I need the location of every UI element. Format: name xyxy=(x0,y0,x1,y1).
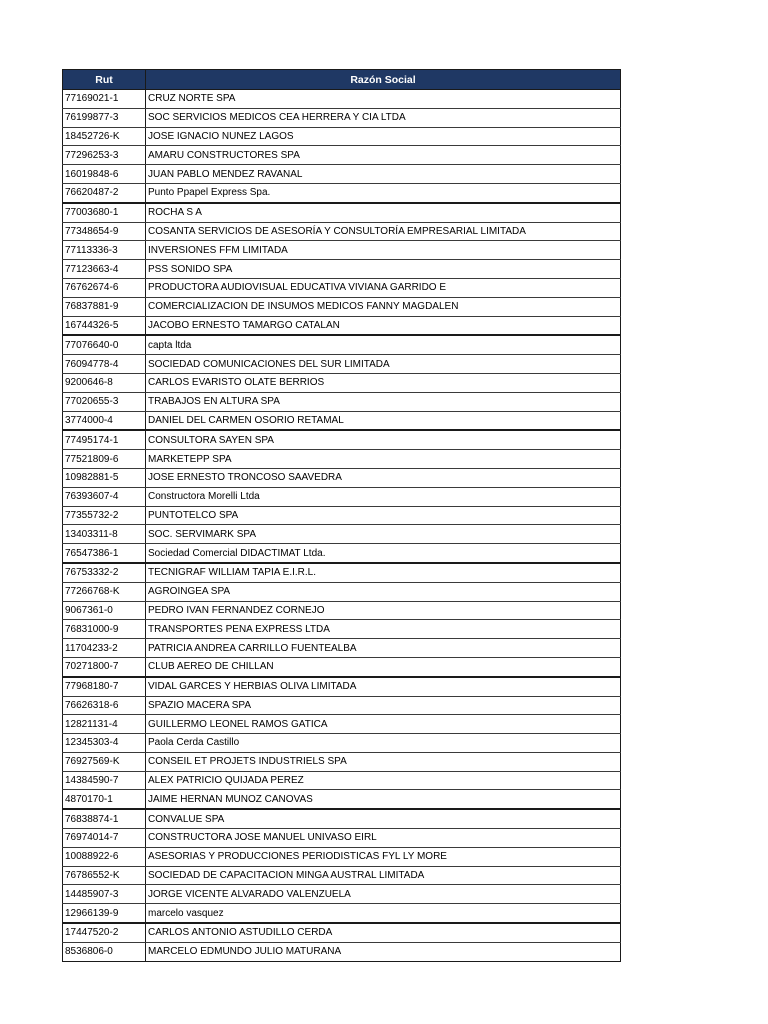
table-row xyxy=(63,335,621,354)
razon-social-cell: capta ltda xyxy=(146,335,621,354)
razon-social-cell: GUILLERMO LEONEL RAMOS GATICA xyxy=(146,715,621,734)
table-row xyxy=(63,696,621,715)
table-row xyxy=(63,620,621,639)
rut-cell: 8536806-0 xyxy=(63,942,146,961)
razon-social-cell: CONSTRUCTORA JOSE MANUEL UNIVASO EIRL xyxy=(146,829,621,848)
razon-social-cell: ASESORIAS Y PRODUCCIONES PERIODISTICAS FYL LY MORE xyxy=(146,847,621,866)
razon-social-cell: PEDRO IVAN FERNANDEZ CORNEJO xyxy=(146,601,621,620)
table-row xyxy=(63,771,621,790)
spreadsheet-page xyxy=(62,69,620,962)
table-row xyxy=(63,904,621,923)
razon-social-cell: COSANTA SERVICIOS DE ASESORÍA Y CONSULTORÍA EMPRESARIAL LIMITADA xyxy=(146,222,621,241)
table-row xyxy=(63,260,621,279)
rut-cell: 76927569-K xyxy=(63,752,146,771)
table-row xyxy=(63,203,621,222)
table-row xyxy=(63,316,621,335)
razon-social-cell: AMARU CONSTRUCTORES SPA xyxy=(146,146,621,165)
rut-cell: 76837881-9 xyxy=(63,297,146,316)
rut-cell: 11704233-2 xyxy=(63,639,146,658)
razon-social-cell: JORGE VICENTE ALVARADO VALENZUELA xyxy=(146,885,621,904)
table-row xyxy=(63,355,621,374)
rut-cell: 76199877-3 xyxy=(63,108,146,127)
razon-social-cell: PATRICIA ANDREA CARRILLO FUENTEALBA xyxy=(146,639,621,658)
razon-social-cell: Paola Cerda Castillo xyxy=(146,734,621,753)
table-row xyxy=(63,544,621,563)
razon-social-cell: JACOBO ERNESTO TAMARGO CATALAN xyxy=(146,316,621,335)
table-row xyxy=(63,90,621,109)
table-row xyxy=(63,525,621,544)
razon-social-cell: COMERCIALIZACION DE INSUMOS MEDICOS FANNY MAGDALEN xyxy=(146,297,621,316)
rut-cell: 14485907-3 xyxy=(63,885,146,904)
razon-social-cell: INVERSIONES FFM LIMITADA xyxy=(146,241,621,260)
table-row xyxy=(63,411,621,430)
rut-cell: 10088922-6 xyxy=(63,847,146,866)
table-row xyxy=(63,639,621,658)
table-row xyxy=(63,657,621,676)
rut-cell: 17447520-2 xyxy=(63,923,146,942)
rut-cell: 76974014-7 xyxy=(63,829,146,848)
rut-cell: 77020655-3 xyxy=(63,392,146,411)
table-row xyxy=(63,582,621,601)
razon-social-cell: Punto Ppapel Express Spa. xyxy=(146,183,621,202)
razon-social-cell: SPAZIO MACERA SPA xyxy=(146,696,621,715)
column-header-rut: Rut xyxy=(63,70,146,90)
rut-cell: 76831000-9 xyxy=(63,620,146,639)
rut-cell: 14384590-7 xyxy=(63,771,146,790)
rut-cell: 9200646-8 xyxy=(63,373,146,392)
table-row xyxy=(63,146,621,165)
rut-cell: 10982881-5 xyxy=(63,468,146,487)
rut-cell: 77296253-3 xyxy=(63,146,146,165)
rut-cell: 77495174-1 xyxy=(63,430,146,449)
razon-social-cell: CRUZ NORTE SPA xyxy=(146,90,621,109)
rut-cell: 4870170-1 xyxy=(63,790,146,809)
razon-social-cell: CLUB AEREO DE CHILLAN xyxy=(146,657,621,676)
razon-social-cell: TECNIGRAF WILLIAM TAPIA E.I.R.L. xyxy=(146,563,621,582)
table-row xyxy=(63,108,621,127)
rut-cell: 77123663-4 xyxy=(63,260,146,279)
razon-social-cell: JOSE IGNACIO NUNEZ LAGOS xyxy=(146,127,621,146)
razon-social-cell: Sociedad Comercial DIDACTIMAT Ltda. xyxy=(146,544,621,563)
rut-cell: 76547386-1 xyxy=(63,544,146,563)
razon-social-cell: SOC SERVICIOS MEDICOS CEA HERRERA Y CIA LTDA xyxy=(146,108,621,127)
rut-cell: 3774000-4 xyxy=(63,411,146,430)
table-row xyxy=(63,297,621,316)
company-table xyxy=(62,69,621,962)
rut-cell: 12345303-4 xyxy=(63,734,146,753)
razon-social-cell: CARLOS ANTONIO ASTUDILLO CERDA xyxy=(146,923,621,942)
table-row xyxy=(63,790,621,809)
rut-cell: 76393607-4 xyxy=(63,487,146,506)
table-row xyxy=(63,506,621,525)
razon-social-cell: TRANSPORTES PENA EXPRESS LTDA xyxy=(146,620,621,639)
razon-social-cell: CONVALUE SPA xyxy=(146,809,621,828)
rut-cell: 77266768-K xyxy=(63,582,146,601)
rut-cell: 16744326-5 xyxy=(63,316,146,335)
table-row xyxy=(63,450,621,469)
rut-cell: 12966139-9 xyxy=(63,904,146,923)
table-row xyxy=(63,829,621,848)
rut-cell: 76838874-1 xyxy=(63,809,146,828)
rut-cell: 70271800-7 xyxy=(63,657,146,676)
razon-social-cell: MARCELO EDMUNDO JULIO MATURANA xyxy=(146,942,621,961)
rut-cell: 76626318-6 xyxy=(63,696,146,715)
razon-social-cell: MARKETEPP SPA xyxy=(146,450,621,469)
rut-cell: 77521809-6 xyxy=(63,450,146,469)
rut-cell: 12821131-4 xyxy=(63,715,146,734)
razon-social-cell: CARLOS EVARISTO OLATE BERRIOS xyxy=(146,373,621,392)
table-row xyxy=(63,373,621,392)
rut-cell: 9067361-0 xyxy=(63,601,146,620)
razon-social-cell: JAIME HERNAN MUNOZ CANOVAS xyxy=(146,790,621,809)
table-row xyxy=(63,734,621,753)
rut-cell: 76094778-4 xyxy=(63,355,146,374)
rut-cell: 76762674-6 xyxy=(63,278,146,297)
rut-cell: 76753332-2 xyxy=(63,563,146,582)
table-row xyxy=(63,563,621,582)
razon-social-cell: CONSEIL ET PROJETS INDUSTRIELS SPA xyxy=(146,752,621,771)
rut-cell: 77113336-3 xyxy=(63,241,146,260)
table-row xyxy=(63,430,621,449)
rut-cell: 13403311-8 xyxy=(63,525,146,544)
razon-social-cell: VIDAL GARCES Y HERBIAS OLIVA LIMITADA xyxy=(146,677,621,696)
razon-social-cell: SOCIEDAD COMUNICACIONES DEL SUR LIMITADA xyxy=(146,355,621,374)
table-row xyxy=(63,165,621,184)
table-row xyxy=(63,241,621,260)
razon-social-cell: PSS SONIDO SPA xyxy=(146,260,621,279)
table-row xyxy=(63,715,621,734)
table-row xyxy=(63,487,621,506)
table-row xyxy=(63,222,621,241)
table-row xyxy=(63,601,621,620)
table-row xyxy=(63,392,621,411)
razon-social-cell: ROCHA S A xyxy=(146,203,621,222)
rut-cell: 77003680-1 xyxy=(63,203,146,222)
table-row xyxy=(63,183,621,202)
table-row xyxy=(63,866,621,885)
table-row xyxy=(63,942,621,961)
rut-cell: 77355732-2 xyxy=(63,506,146,525)
rut-cell: 76786552-K xyxy=(63,866,146,885)
razon-social-cell: ALEX PATRICIO QUIJADA PEREZ xyxy=(146,771,621,790)
razon-social-cell: JUAN PABLO MENDEZ RAVANAL xyxy=(146,165,621,184)
razon-social-cell: TRABAJOS EN ALTURA SPA xyxy=(146,392,621,411)
rut-cell: 18452726-K xyxy=(63,127,146,146)
razon-social-cell: PRODUCTORA AUDIOVISUAL EDUCATIVA VIVIANA GARRIDO E xyxy=(146,278,621,297)
razon-social-cell: Constructora Morelli Ltda xyxy=(146,487,621,506)
rut-cell: 76620487-2 xyxy=(63,183,146,202)
razon-social-cell: CONSULTORA SAYEN SPA xyxy=(146,430,621,449)
razon-social-cell: SOC. SERVIMARK SPA xyxy=(146,525,621,544)
table-row xyxy=(63,468,621,487)
rut-cell: 77076640-0 xyxy=(63,335,146,354)
header-row xyxy=(63,70,621,90)
table-row xyxy=(63,127,621,146)
table-row xyxy=(63,847,621,866)
razon-social-cell: marcelo vasquez xyxy=(146,904,621,923)
table-row xyxy=(63,278,621,297)
razon-social-cell: JOSE ERNESTO TRONCOSO SAAVEDRA xyxy=(146,468,621,487)
table-row xyxy=(63,923,621,942)
column-header-razon-social: Razón Social xyxy=(146,70,621,90)
rut-cell: 77968180-7 xyxy=(63,677,146,696)
table-row xyxy=(63,752,621,771)
razon-social-cell: AGROINGEA SPA xyxy=(146,582,621,601)
razon-social-cell: PUNTOTELCO SPA xyxy=(146,506,621,525)
rut-cell: 77169021-1 xyxy=(63,90,146,109)
razon-social-cell: SOCIEDAD DE CAPACITACION MINGA AUSTRAL LIMITADA xyxy=(146,866,621,885)
rut-cell: 16019848-6 xyxy=(63,165,146,184)
table-row xyxy=(63,677,621,696)
rut-cell: 77348654-9 xyxy=(63,222,146,241)
table-row xyxy=(63,885,621,904)
razon-social-cell: DANIEL DEL CARMEN OSORIO RETAMAL xyxy=(146,411,621,430)
table-row xyxy=(63,809,621,828)
